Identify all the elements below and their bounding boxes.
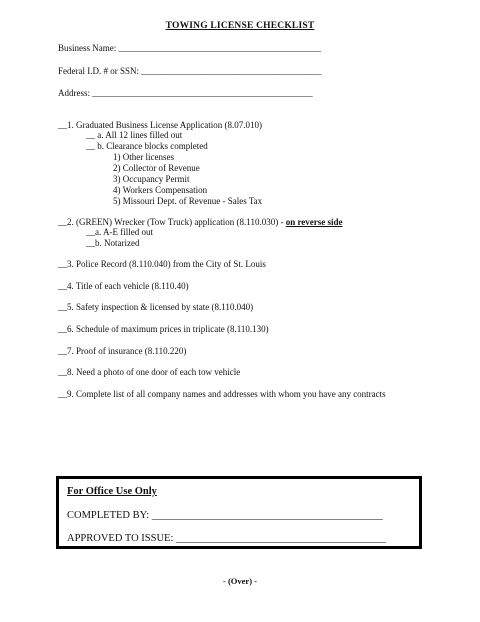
- checklist-item-5: __5. Safety inspection & licensed by state (8.110.040): [58, 302, 254, 312]
- clearance-block-4: 4) Workers Compensation: [113, 185, 208, 195]
- checklist-item-2a: __a. A-E filled out: [86, 227, 153, 237]
- checklist-item-4: __4. Title of each vehicle (8.110.40): [58, 281, 189, 291]
- clearance-block-3: 3) Occupancy Permit: [113, 174, 190, 184]
- approved-to-issue-field[interactable]: APPROVED TO ISSUE: ________________________________________: [67, 533, 387, 544]
- checklist-item-2b: __b. Notarized: [86, 238, 140, 248]
- checklist-item-9: __9. Complete list of all company names and addresses with whom you have any contracts: [58, 389, 386, 399]
- checklist-item-1b: __ b. Clearance blocks completed: [86, 141, 208, 151]
- checklist-item-6: __6. Schedule of maximum prices in triplicate (8.110.130): [58, 324, 269, 334]
- office-use-box: [56, 476, 422, 549]
- checklist-item-8: __8. Need a photo of one door of each tow vehicle: [58, 367, 241, 377]
- clearance-block-5: 5) Missouri Dept. of Revenue - Sales Tax: [113, 196, 263, 206]
- checklist-item-7: __7. Proof of insurance (8.110.220): [58, 346, 187, 356]
- checklist-item-3: __3. Police Record (8.110.040) from the City of St. Louis: [58, 259, 266, 269]
- business-name-field[interactable]: Business Name: _____________________________________________: [58, 43, 321, 53]
- clearance-block-2: 2) Collector of Revenue: [113, 163, 200, 173]
- clearance-block-1: 1) Other licenses: [113, 152, 174, 162]
- checklist-item-2-text: __2. (GREEN) Wrecker (Tow Truck) application (8.110.030) -: [58, 217, 286, 227]
- checklist-item-1a: __ a. All 12 lines filled out: [86, 130, 183, 140]
- office-use-title: For Office Use Only: [67, 486, 157, 497]
- completed-by-field[interactable]: COMPLETED BY: ____________________________________________: [67, 510, 383, 521]
- federal-id-field[interactable]: Federal I.D. # or SSN: ________________________________________: [58, 66, 322, 76]
- over-note: - (Over) -: [223, 576, 257, 586]
- reverse-side-note: on reverse side: [285, 217, 343, 227]
- checklist-item-1: __1. Graduated Business License Application (8.07.010): [58, 120, 262, 130]
- page-title: TOWING LICENSE CHECKLIST: [165, 21, 315, 31]
- address-field[interactable]: Address: _________________________________________________: [58, 88, 313, 98]
